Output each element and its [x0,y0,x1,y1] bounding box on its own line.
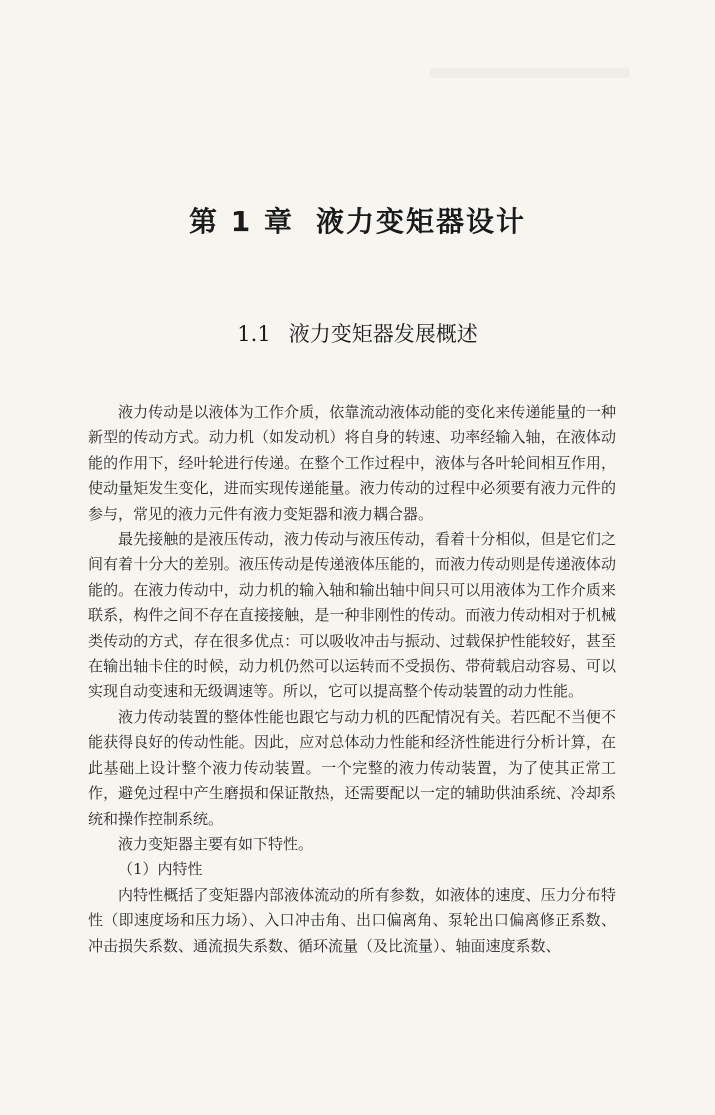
body-text [88,400,616,959]
chapter-heading [0,200,715,240]
section-heading [0,318,715,348]
paragraph: 液力传动是以液体为工作介质，依靠流动液体动能的变化来传递能量的一种新型的传动方式。动力机（如发动机）将自身的转速、功率经输入轴，在液体动能的作用下，经叶轮进行传递。在整个工作过程中，液体与各叶轮间相互作用，使动量矩发生变化，进而实现传递能量。液力传动的过程中必须要有液力元件的参与，常见的液力元件有液力变矩器和液力耦合器。 [88,403,616,523]
paragraph: 液力变矩器主要有如下特性。 [118,834,314,853]
paragraph: 最先接触的是液压传动，液力传动与液压传动，看着十分相似，但是它们之间有着十分大的差别。液压传动是传递液体压能的，而液力传动则是传递液体动能的。在液力传动中，动力机的输入轴和输出轴中间只可以用液体为工作介质来联系，构件之间不存在直接接触，是一种非刚性的传动。而液力传动相对于机械类传动的方式，存在很多优点：可以吸收冲击与振动、过载保护性能较好，甚至在输出轴卡住的时候，动力机仍然可以运转而不受损伤、带荷载启动容易、可以实现自动变速和无级调速等。所以，它可以提高整个传动装置的动力性能。 [88,530,616,701]
subheading: （1）内特性 [118,860,203,879]
paragraph: 液力传动装置的整体性能也跟它与动力机的匹配情况有关。若匹配不当便不能获得良好的传动性能。因此，应对总体动力性能和经济性能进行分析计算，在此基础上设计整个液力传动装置。一个完整的液力传动装置，为了使其正常工作，避免过程中产生磨损和保证散热，还需要配以一定的辅助供油系统、冷却系统和操作控制系统。 [88,707,616,828]
chapter-title-text: 液力变矩器设计 [315,205,526,238]
section-number: 1.1 [237,322,271,346]
section-title-text: 液力变矩器发展概述 [288,322,478,346]
paragraph: 内特性概括了变矩器内部液体流动的所有参数，如液体的速度、压力分布特性（即速度场和压力场）、入口冲击角、出口偏离角、泵轮出口偏离修正系数、冲击损失系数、通流损失系数、循环流量（及比流量）、轴面速度系数、 [88,885,616,955]
show-through-shadow [430,68,630,78]
chapter-number: 第 1 章 [189,205,294,238]
